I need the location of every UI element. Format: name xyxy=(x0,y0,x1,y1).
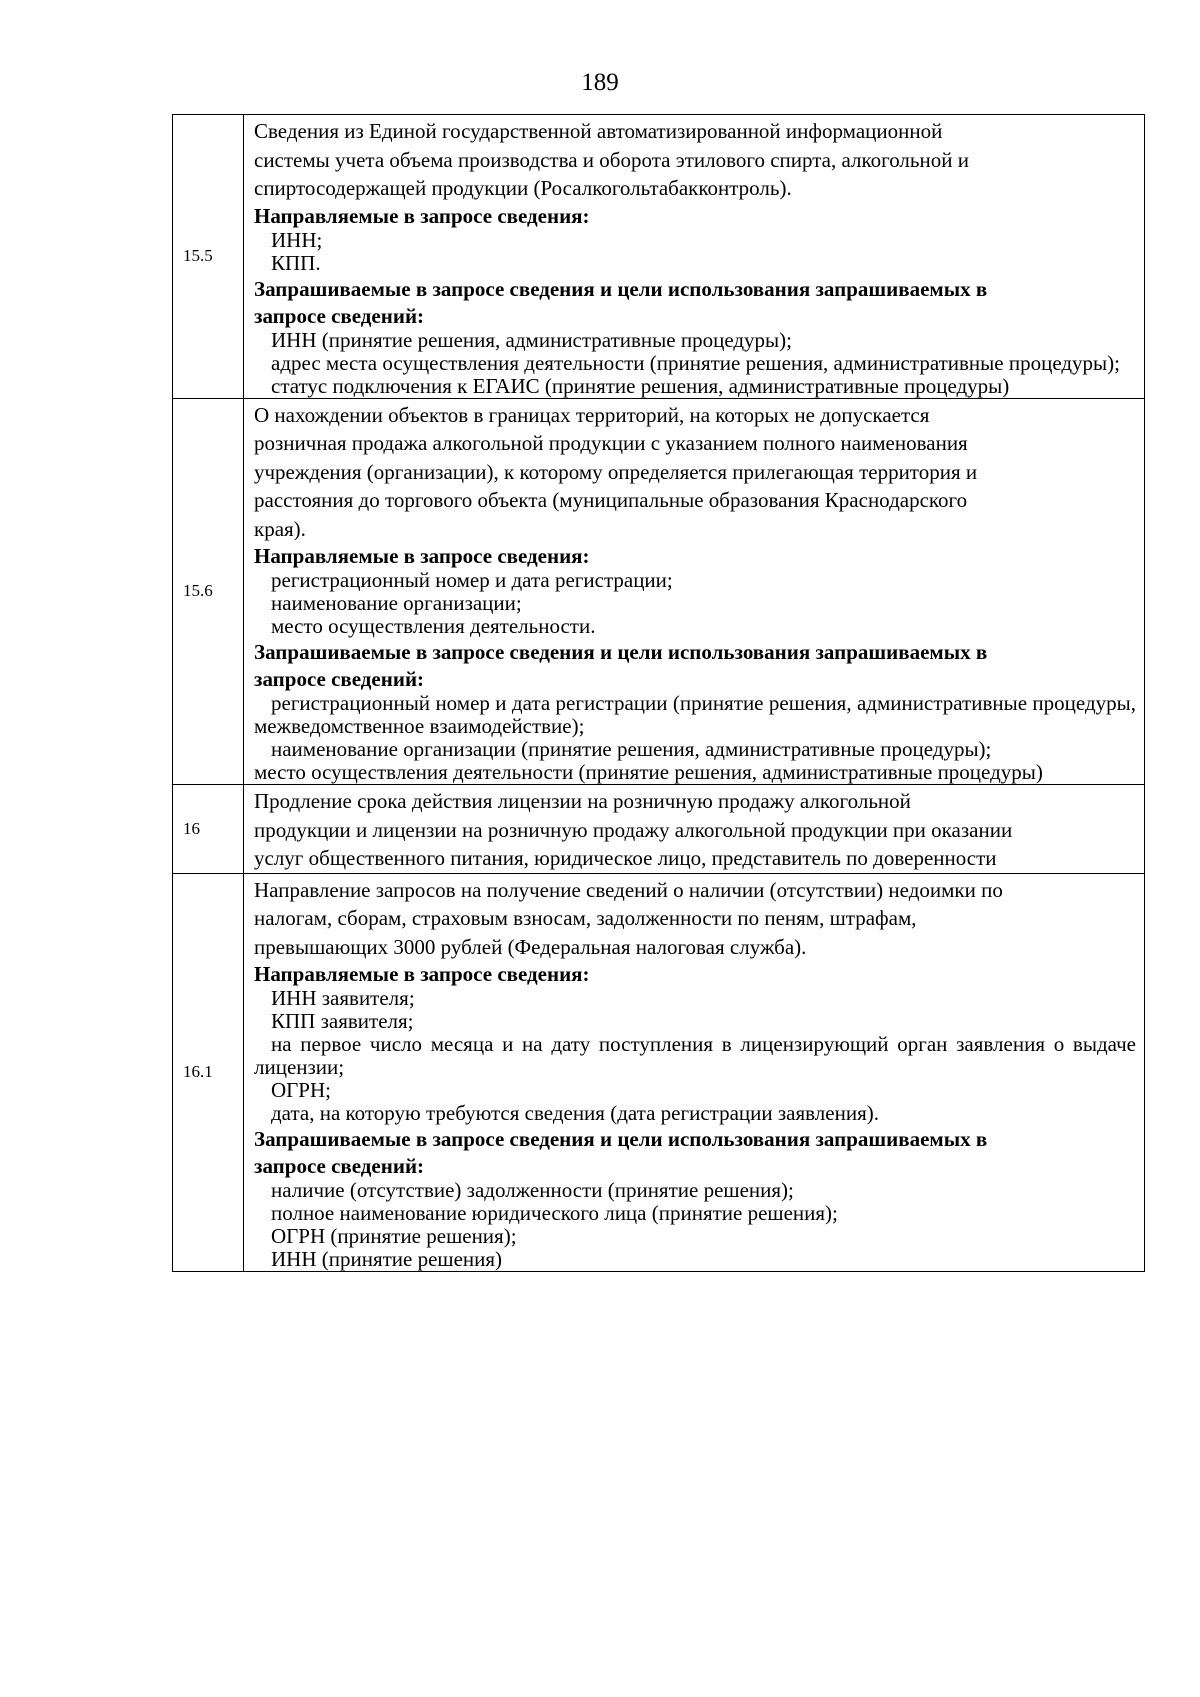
sent-item: ИНН заявителя; xyxy=(271,986,415,1010)
intro-line: превышающих 3000 рублей (Федеральная налоговая служба). xyxy=(254,934,807,959)
intro-line: Продление срока действия лицензии на розничную продажу алкогольной xyxy=(254,789,911,813)
table-row xyxy=(173,115,1145,399)
intro-line: спиртосодержащей продукции (Росалкогольтабакконтроль). xyxy=(254,176,792,200)
sent-header: Направляемые в запросе сведения: xyxy=(254,962,590,986)
intro-line: учреждения (организации), к которому определяется прилегающая территория и xyxy=(254,459,978,484)
requested-item: наличие (отсутствие) задолженности (принятие решения); xyxy=(271,1178,794,1202)
requested-item: наименование организации (принятие решения, административные процедуры); xyxy=(271,737,992,761)
requested-item: статус подключения к ЕГАИС (принятие решения, административные процедуры) xyxy=(271,373,1010,398)
sent-item: КПП. xyxy=(271,250,321,275)
requested-header: Запрашиваемые в запросе сведения и цели использования запрашиваемых в xyxy=(254,1127,988,1151)
sent-header: Направляемые в запросе сведения: xyxy=(254,544,590,568)
sent-item: регистрационный номер и дата регистрации; xyxy=(271,568,673,592)
sent-item: ОГРН; xyxy=(271,1078,331,1102)
sent-item: дата, на которую требуются сведения (дата регистрации заявления). xyxy=(271,1101,879,1125)
sent-item: место осуществления деятельности. xyxy=(271,614,596,638)
requested-item: ИНН (принятие решения, административные процедуры); xyxy=(271,327,792,352)
intro-line: Сведения из Единой государственной автоматизированной информационной xyxy=(254,119,943,143)
requested-item: регистрационный номер и дата регистрации (принятие решения, административные процедуры, межведомственное взаимодействие); xyxy=(254,691,1136,738)
requested-header: запросе сведений: xyxy=(254,303,425,328)
row-content xyxy=(244,785,1145,874)
row-content xyxy=(244,398,1145,785)
intro-line: расстояния до торгового объекта (муниципальные образования Краснодарского xyxy=(254,488,968,512)
intro-line: розничная продажа алкогольной продукции с указанием полного наименования xyxy=(254,431,968,455)
table-row xyxy=(173,398,1145,785)
sent-item: наименование организации; xyxy=(271,591,522,615)
sent-item: на первое число месяца и на дату поступления в лицензирующий орган заявления о выдаче лицензии; xyxy=(254,1032,1136,1079)
requested-header: Запрашиваемые в запросе сведения и цели использования запрашиваемых в xyxy=(254,640,988,664)
intro-line: налогам, сборам, страховым взносам, задолженности по пеням, штрафам, xyxy=(254,906,917,930)
table-row xyxy=(173,785,1145,874)
requested-header: Запрашиваемые в запросе сведения и цели использования запрашиваемых в xyxy=(254,276,988,301)
page-number: 189 xyxy=(581,69,619,96)
intro-line: О нахождении объектов в границах территорий, на которых не допускается xyxy=(254,402,930,427)
table-row xyxy=(173,873,1145,1272)
intro-line: Направление запросов на получение сведений о наличии (отсутствии) недоимки по xyxy=(254,877,1003,902)
requested-item: адрес места осуществления деятельности (принятие решения, административные процедуры); xyxy=(271,350,1120,375)
sent-item: ИНН; xyxy=(271,227,323,252)
requested-item: ИНН (принятие решения) xyxy=(271,1247,503,1271)
row-number: 16 xyxy=(173,785,244,874)
intro-line: системы учета объема производства и оборота этилового спирта, алкогольной и xyxy=(254,147,969,172)
row-number: 15.6 xyxy=(173,398,244,785)
requested-header: запросе сведений: xyxy=(254,667,425,691)
requested-item: полное наименование юридического лица (принятие решения); xyxy=(271,1201,838,1225)
row-content xyxy=(244,873,1145,1272)
document-table xyxy=(172,114,1145,1272)
sent-header: Направляемые в запросе сведения: xyxy=(254,203,590,228)
intro-line: продукции и лицензии на розничную продажу алкогольной продукции при оказании xyxy=(254,817,1013,842)
row-number: 15.5 xyxy=(173,115,244,399)
intro-line: края). xyxy=(254,516,306,541)
sent-item: КПП заявителя; xyxy=(271,1009,414,1033)
requested-item: место осуществления деятельности (принятие решения, административные процедуры) xyxy=(254,760,1043,784)
row-content xyxy=(244,115,1145,399)
row-number: 16.1 xyxy=(173,873,244,1272)
requested-item: ОГРН (принятие решения); xyxy=(271,1224,517,1248)
requested-header: запросе сведений: xyxy=(254,1154,425,1178)
intro-line: услуг общественного питания, юридическое лицо, представитель по доверенности xyxy=(254,846,997,870)
